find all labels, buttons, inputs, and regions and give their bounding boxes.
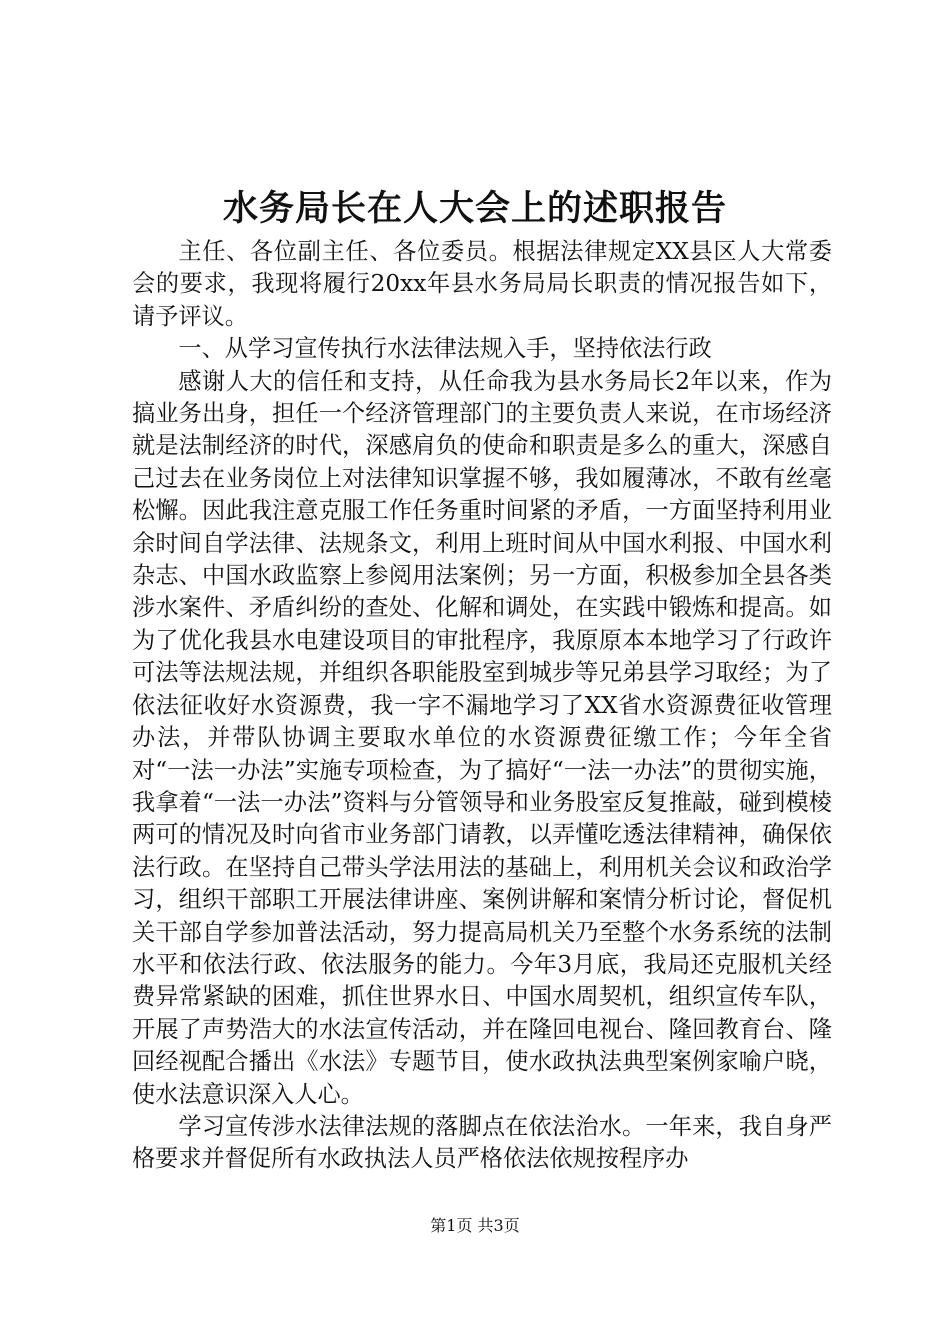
paragraph-main: 感谢人大的信任和支持，从任命我为县水务局长2年以来，作为搞业务出身，担任一个经济管理部门的主要负责人来说，在市场经济就是法制经济的时代，深感肩负的使命和职责是多么的重大，深感自己过去在业务岗位上对法律知识掌握不够，我如履薄冰，不敢有丝毫松懈。因此我注意克服工作任务重时间紧的矛盾，一方面坚持利用业余时间自学法律、法规条文，利用上班时间从中国水利报、中国水利杂志、中国水政监察上参阅用法案例；另一方面，积极参加全县各类涉水案件、矛盾纠纷的查处、化解和调处，在实践中锻炼和提高。如为了优化我县水电建设项目的审批程序，我原原本本地学习了行政许可法等法规法规，并组织各职能股室到城步等兄弟县学习取经；为了依法征收好水资源费，我一字不漏地学习了XX省水资源费征收管理办法，并带队协调主要取水单位的水资源费征缴工作；今年全省对“一法一办法”实施专项检查，为了搞好“一法一办法”的贯彻实施，我拿着“一法一办法”资料与分管领导和业务股室反复推敲，碰到模棱两可的情况及时向省市业务部门请教，以弄懂吃透法律精神，确保依法行政。在坚持自己带头学法用法的基础上，利用机关会议和政治学习，组织干部职工开展法律讲座、案例讲解和案情分析讨论，督促机关干部自学参加普法活动，努力提高局机关乃至整个水务系统的法制水平和依法行政、依法服务的能力。今年3月底，我局还克服机关经费异常紧缺的困难，抓住世界水日、中国水周契机，组织宣传车队，开展了声势浩大的水法宣传活动，并在隆回电视台、隆回教育台、隆回经视配合播出《水法》专题节目，使水政执法典型案例家喻户晓，使水法意识深入人心。 xyxy=(132,367,832,1108)
page-footer: 第1页 共3页 xyxy=(430,1216,520,1235)
paragraph-continued: 学习宣传涉水法律法规的落脚点在依法治水。一年来，我自身严格要求并督促所有水政执法人员严格依法依规按程序办 xyxy=(132,1112,832,1173)
section-heading: 一、从学习宣传执行水法律法规入手，坚持依法行政 xyxy=(178,335,712,363)
paragraph-intro: 主任、各位副主任、各位委员。根据法律规定XX县区人大常委会的要求，我现将履行20xx年县水务局局长职责的情况报告如下，请予评议。 xyxy=(132,238,832,330)
document-body xyxy=(132,236,832,1176)
document-title: 水务局长在人大会上的述职报告 xyxy=(222,188,727,229)
